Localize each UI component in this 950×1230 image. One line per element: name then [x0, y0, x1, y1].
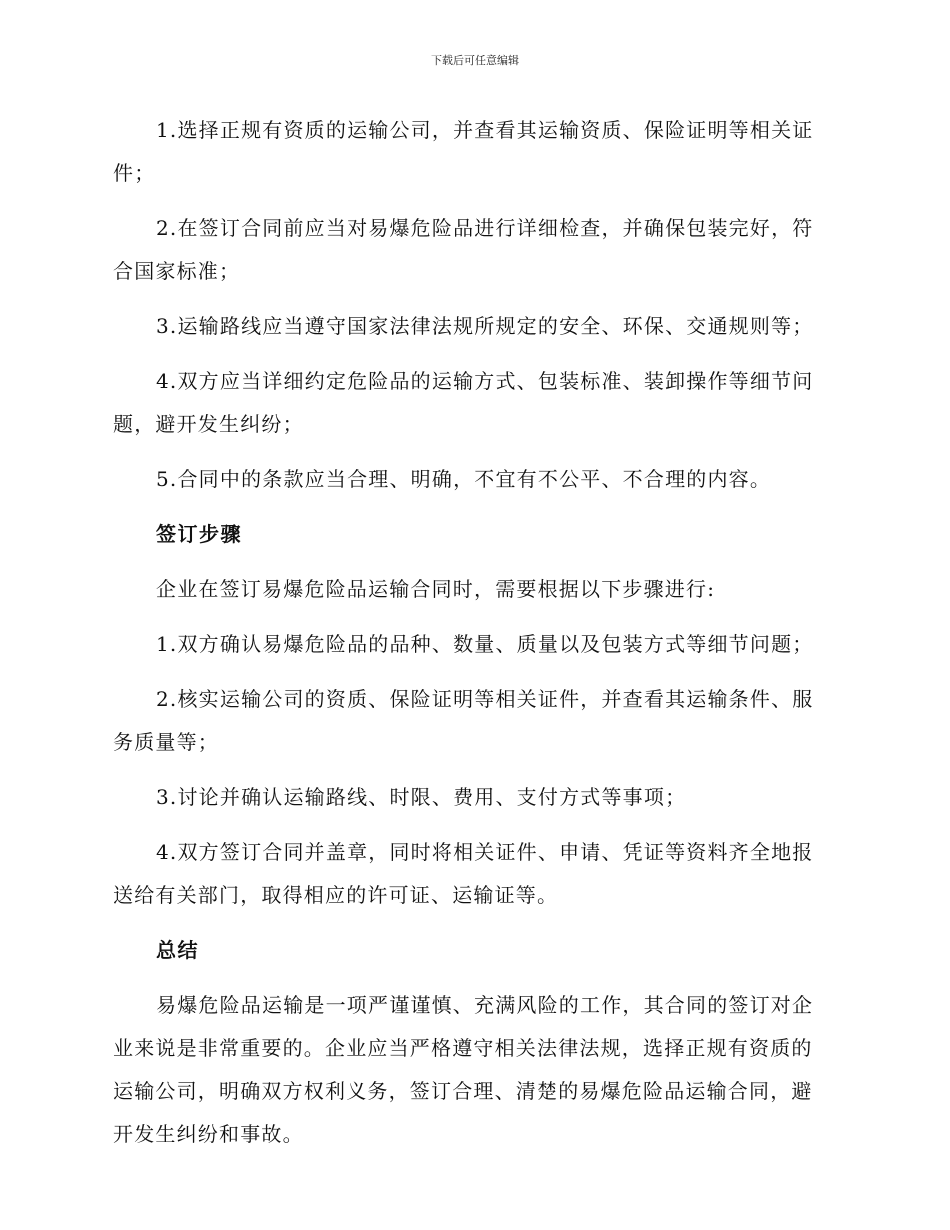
section-heading-signing: 签订步骤	[156, 522, 242, 546]
signing-step-1: 1.双方确认易爆危险品的品种、数量、质量以及包装方式等细节问题；	[156, 632, 814, 656]
requirement-item-4: 4.双方应当详细约定危险品的运输方式、包装标准、装卸操作等细节问题，避开发生纠纷；	[113, 369, 814, 436]
requirement-item-1: 1.选择正规有资质的运输公司，并查看其运输资质、保险证明等相关证件；	[113, 118, 814, 185]
requirement-item-5: 5.合同中的条款应当合理、明确，不宜有不公平、不合理的内容。	[156, 467, 772, 491]
section-heading-summary: 总结	[156, 938, 199, 962]
requirement-item-2: 2.在签订合同前应当对易爆危险品进行详细检查，并确保包装完好，符合国家标准；	[113, 216, 814, 283]
requirement-item-3: 3.运输路线应当遵守国家法律法规所规定的安全、环保、交通规则等；	[156, 314, 814, 338]
page-header: 下载后可任意编辑	[431, 54, 519, 67]
signing-step-2: 2.核实运输公司的资质、保险证明等相关证件，并查看其运输条件、服务质量等；	[113, 687, 814, 754]
signing-step-3: 3.讨论并确认运输路线、时限、费用、支付方式等事项；	[156, 785, 687, 809]
signing-step-4: 4.双方签订合同并盖章，同时将相关证件、申请、凭证等资料齐全地报送给有关部门，取得相应的许可证、运输证等。	[113, 840, 814, 907]
signing-intro: 企业在签订易爆危险品运输合同时，需要根据以下步骤进行:	[156, 577, 716, 601]
summary-paragraph: 易爆危险品运输是一项严谨谨慎、充满风险的工作，其合同的签订对企业来说是非常重要的。企业应当严格遵守相关法律法规，选择正规有资质的运输公司，明确双方权利义务，签订合理、清楚的易爆危险品运输合同，避开发生纠纷和事故。	[113, 993, 814, 1146]
document-body	[113, 109, 833, 1168]
